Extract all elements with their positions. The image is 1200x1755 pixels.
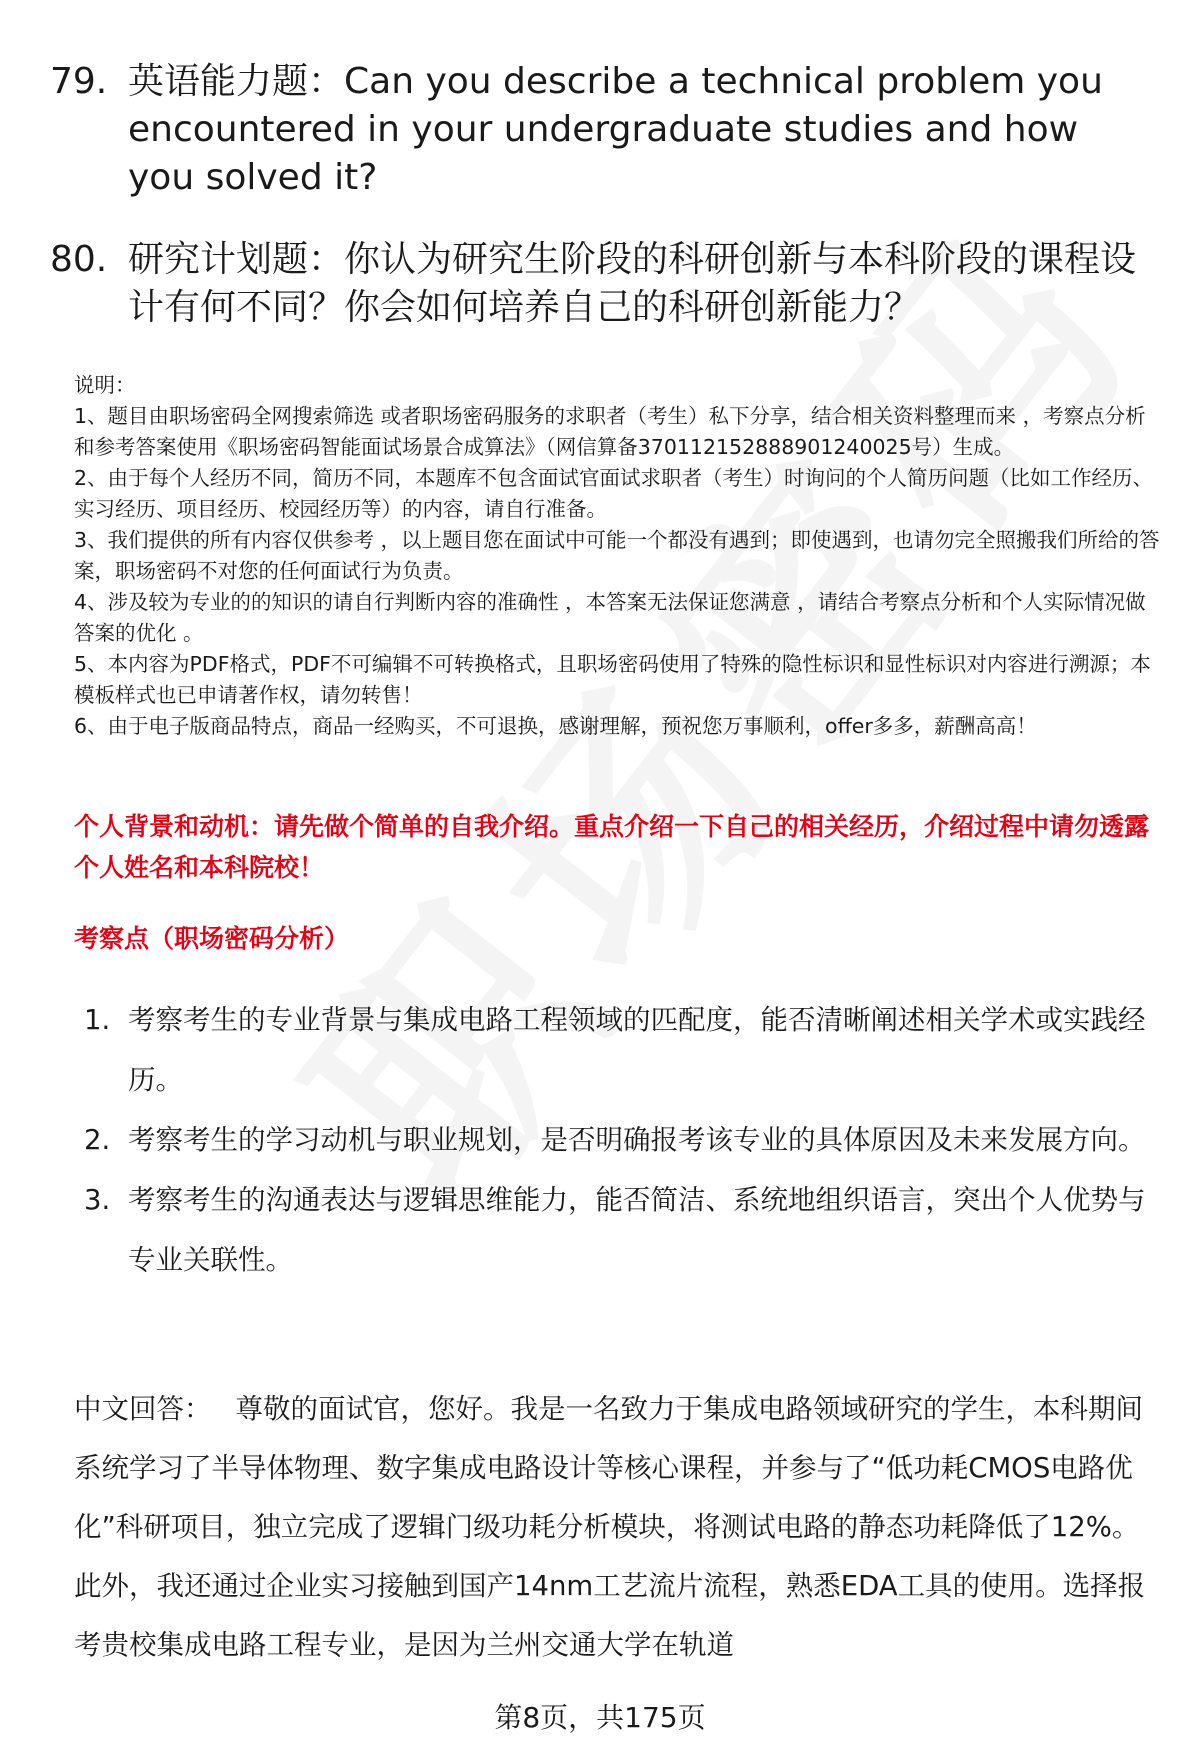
list-item bbox=[84, 1170, 1154, 1290]
note-item: 5、本内容为PDF格式，PDF不可编辑不可转换格式，且职场密码使用了特殊的隐性标识和显性标识对内容进行溯源；本模板样式也已申请著作权，请勿转售！ bbox=[74, 652, 1151, 707]
note-item: 2、由于每个人经历不同，简历不同，本题库不包含面试官面试求职者（考生）时询问的个人简历问题（比如工作经历、实习经历、项目经历、校园经历等）的内容，请自行准备。 bbox=[74, 466, 1154, 521]
list-item-number: 1. bbox=[84, 1004, 111, 1036]
list-item-text: 考察考生的沟通表达与逻辑思维能力，能否简洁、系统地组织语言，突出个人优势与专业关联性。 bbox=[128, 1184, 1146, 1276]
question-text: 研究计划题：你认为研究生阶段的科研创新与本科阶段的课程设计有何不同？你会如何培养自己的科研创新能力？ bbox=[128, 239, 1137, 328]
answer-text: 尊敬的面试官，您好。我是一名致力于集成电路领域研究的学生，本科期间系统学习了半导体物理、数字集成电路设计等核心课程，并参与了“低功耗CMOS电路优化”科研项目，独立完成了逻辑门级功耗分析模块，将测试电路的静态功耗降低了12%。此外，我还通过企业实习接触到国产14nm工艺流片流程，熟悉EDA工具的使用。选择报考贵校集成电路工程专业，是因为兰州交通大学在轨道 bbox=[74, 1393, 1146, 1661]
list-item-text: 考察考生的学习动机与职业规划，是否明确报考该专业的具体原因及未来发展方向。 bbox=[128, 1124, 1146, 1156]
note-item: 4、涉及较为专业的的知识的请自行判断内容的准确性 ，本答案无法保证您满意 ，请结合考察点分析和个人实际情况做答案的优化 。 bbox=[74, 590, 1146, 645]
list-item-number: 2. bbox=[84, 1124, 111, 1156]
note-item: 6、由于电子版商品特点，商品一经购买，不可退换，感谢理解，预祝您万事顺利，offer多多，薪酬高高！ bbox=[74, 714, 1037, 738]
answer-prefix: 中文回答： bbox=[74, 1393, 212, 1425]
notes-heading: 说明： bbox=[74, 373, 136, 397]
points-title: 考察点（职场密码分析） bbox=[74, 924, 350, 953]
note-item: 3、我们提供的所有内容仅供参考 ，以上题目您在面试中可能一个都没有遇到；即使遇到，也请勿完全照搬我们所给的答案，职场密码不对您的任何面试行为负责。 bbox=[74, 528, 1160, 583]
list-item bbox=[84, 1110, 1154, 1170]
list-item-text: 考察考生的专业背景与集成电路工程领域的匹配度，能否清晰阐述相关学术或实践经历。 bbox=[128, 1004, 1146, 1096]
question-text: 英语能力题：Can you describe a technical problem you encountered in your undergraduate studies and how you solved it? bbox=[128, 61, 1103, 198]
notes-block bbox=[74, 370, 1164, 742]
section-title: 个人背景和动机：请先做个简单的自我介绍。重点介绍一下自己的相关经历，介绍过程中请勿透露个人姓名和本科院校！ bbox=[74, 812, 1150, 882]
answer-block bbox=[74, 1380, 1164, 1675]
points-list bbox=[84, 990, 1154, 1290]
list-item bbox=[84, 990, 1154, 1110]
note-item: 1、题目由职场密码全网搜索筛选 或者职场密码服务的求职者（考生）私下分享，结合相关资料整理而来 ，考察点分析和参考答案使用《职场密码智能面试场景合成算法》（网信算备370112152888901240025号）生成。 bbox=[74, 404, 1146, 459]
question-number: 80. bbox=[50, 239, 108, 280]
question-number: 79. bbox=[50, 61, 108, 102]
question-79 bbox=[50, 58, 1150, 202]
list-item-number: 3. bbox=[84, 1184, 111, 1216]
page-footer: 第8页，共175页 bbox=[494, 1701, 706, 1734]
question-80 bbox=[50, 236, 1150, 332]
